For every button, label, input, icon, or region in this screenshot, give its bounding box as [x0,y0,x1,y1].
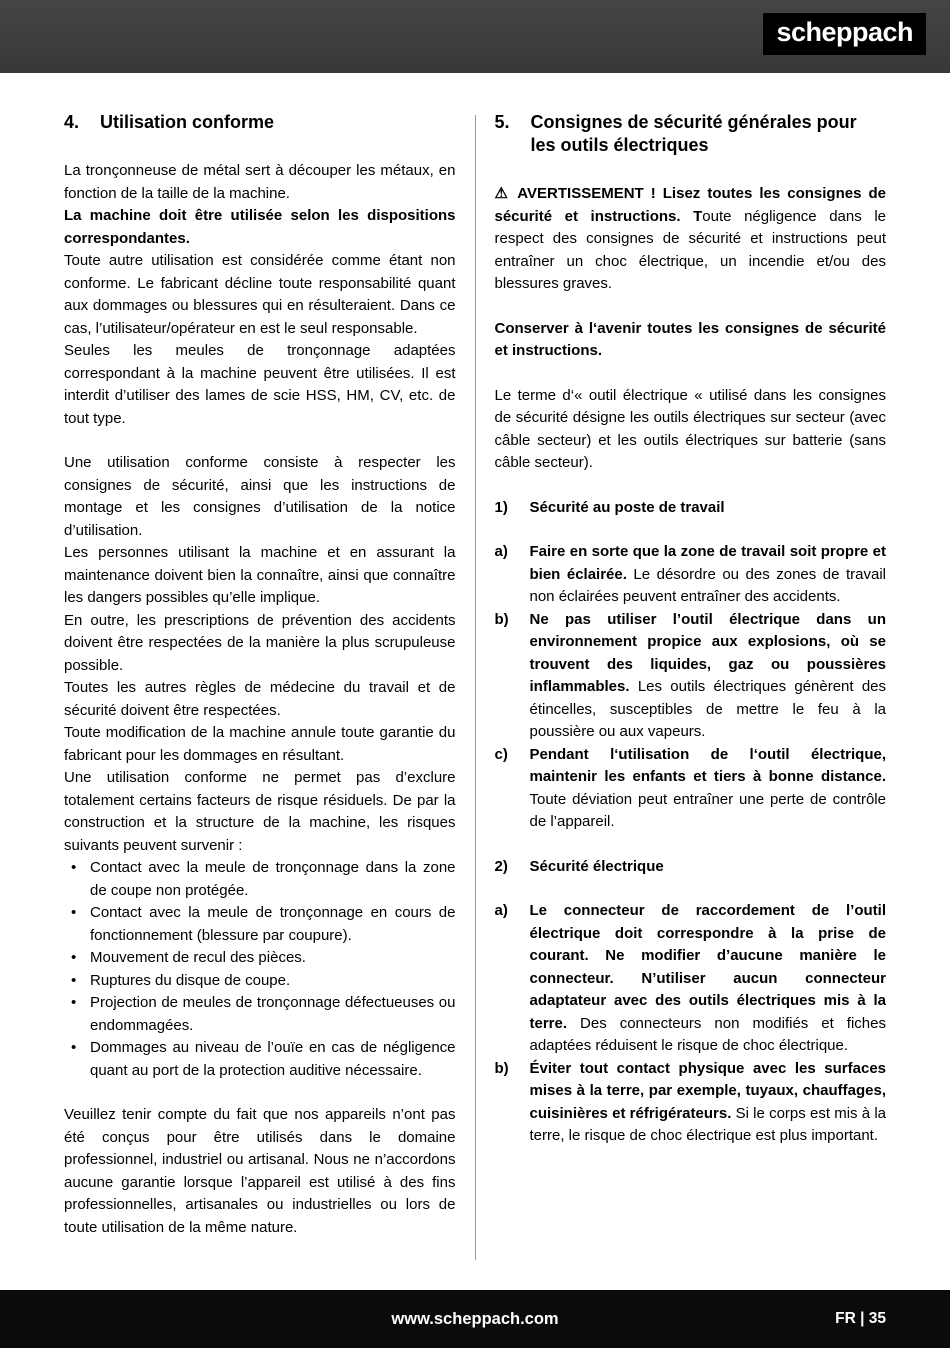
footer-url: www.scheppach.com [391,1309,559,1328]
paragraph [495,385,887,475]
numbered-subheading [495,497,887,520]
text-run: Une utilisation conforme ne permet pas d’exclure totalement certains facteurs de risque résiduels. De par la construction et la structure de la machine, les risques suivants peuvent survenir : [64,769,456,854]
bold-text-run: ⚠ AVERTISSEMENT ! Lisez toutes les consignes de sécurité et instructions. T [494,185,886,225]
item-text [90,904,456,944]
item-text [530,858,664,875]
bold-text-run: Conserver à l‘avenir toutes les consignes de sécurité et instructions. [494,319,886,359]
item-text [530,1060,887,1145]
item-text [530,611,887,741]
bullet-item [64,902,456,947]
list-marker: • [71,994,77,1011]
page-content [0,73,950,1290]
bullet-item [64,992,456,1037]
bullet-item [64,970,456,993]
paragraph [64,452,456,542]
header-bar [0,0,950,73]
right-column-text [495,183,887,1148]
item-text [530,746,887,831]
text-run: Mouvement de recul des pièces. [90,949,306,966]
paragraph [64,340,456,430]
paragraph [64,767,456,857]
bold-text-run: Pendant l‘utilisation de l‘outil électrique, maintenir les enfants et tiers à bonne distance. [529,745,886,785]
bold-text-run: La machine doit être utilisée selon les dispositions correspondantes. [64,207,456,247]
scheppach-logo [763,13,926,55]
text-run: Des connecteurs non modifiés et fiches adaptées réduisent le risque de choc électrique. [529,1014,886,1054]
text-run: La tronçonneuse de métal sert à découper les métaux, en fonction de la taille de la machine. [64,162,456,202]
list-marker: • [71,971,77,989]
right-column [495,111,887,1270]
paragraph [64,722,456,767]
item-text [530,543,887,605]
list-marker: c) [494,745,508,763]
paragraph [495,318,887,363]
section-title: Consignes de sécurité générales pour les outils électriques [530,112,857,155]
item-text [530,902,887,1054]
lettered-item [495,744,887,834]
bullet-item [64,947,456,970]
bold-text-run: Ne pas utiliser l’outil électrique dans un environnement propice aux explosions, où se trouvent des liquides, gaz ou poussières inflammables. [529,610,886,695]
text-run: Toute autre utilisation est considérée comme étant non conforme. Le fabricant décline toute responsabilité quant aux dommages ou blessures qui en résulteraient. Dans ce cas, l’utilisateur/opérateur en est le seul responsable. [64,252,456,337]
list-marker: b) [494,610,509,628]
item-text [90,859,456,899]
item-text [90,1039,456,1079]
numbered-subheading [495,856,887,879]
text-run: Toutes les autres règles de médecine du travail et de sécurité doivent être respectées. [64,679,456,719]
section-5-heading [495,111,887,157]
list-marker: • [71,949,77,966]
bold-text-run: Sécurité électrique [529,857,664,875]
text-run: Veuillez tenir compte du fait que nos appareils n’ont pas été conçus pour être utilisés dans le domaine professionnel, industriel ou artisanal. Nous ne n’accordons aucune garantie lorsque l’appareil est utilisé à des fins professionnelles, artisanales ou industrielles ou lors de toute utilisation de la même nature. [64,1106,456,1236]
section-number: 5. [494,112,510,132]
text-run: Dommages au niveau de l’ouïe en cas de négligence quant au port de la protection auditive nécessaire. [90,1039,456,1079]
text-run: En outre, les prescriptions de prévention des accidents doivent être respectées de la manière la plus scrupuleuse possible. [64,611,456,674]
list-marker: 2) [494,857,508,875]
text-run: Ruptures du disque de coupe. [90,971,291,989]
text-run: Seules les meules de tronçonnage adaptées correspondant à la machine peuvent être utilisées. Il est interdit d’utiliser des lames de scie HSS, HM, CV, etc. de tout type. [64,342,456,427]
list-marker: • [71,859,77,876]
item-text [90,972,290,989]
text-run: Le terme d‘« outil électrique « utilisé dans les consignes de sécurité désigne les outils électriques sur secteur (avec câble secteur) et les outils électriques sur batterie (sans câble secteur). [494,386,886,471]
text-run: Les outils électriques génèrent des étincelles, susceptibles de mettre le feu à la poussière ou aux vapeurs. [529,678,887,740]
paragraph [64,205,456,250]
bold-text-run: Le connecteur de raccordement de l’outil électrique doit correspondre à la prise de courant. Ne modifier d’aucune manière le connecteur. N’utiliser aucun connecteur adaptateur avec des outils électriques mis à la terre. [529,902,886,1032]
bold-text-run: Éviter tout contact physique avec les surfaces mises à la terre, par exemple, tuyaux, chauffages, cuisinières et réfrigérateurs. [529,1059,886,1122]
text-run: Contact avec la meule de tronçonnage en cours de fonctionnement (blessure par coupure). [90,904,456,944]
paragraph [64,677,456,722]
list-marker: a) [494,543,508,560]
footer-page-number: FR | 35 [835,1310,886,1327]
list-marker: • [71,904,77,921]
left-column [64,111,456,1270]
paragraph [64,610,456,678]
left-column-text [64,160,456,1239]
logo-text: scheppach [776,17,913,47]
section-title: Utilisation conforme [100,112,275,132]
text-run: Si le corps est mis à la terre, le risque de choc électrique est plus important. [529,1104,886,1144]
text-run: Projection de meules de tronçonnage défectueuses ou endommagées. [90,994,456,1034]
text-run: Les personnes utilisant la machine et en assurant la maintenance doivent bien la connaître, ainsi que connaître les dangers possibles qu’elle implique. [64,544,456,606]
lettered-item [495,541,887,609]
lettered-item [495,609,887,744]
footer-bar [0,1290,950,1348]
paragraph [64,542,456,610]
text-run: Toute modification de la machine annule toute garantie du fabricant pour les dommages en résultant. [64,724,456,764]
list-marker: b) [494,1059,509,1077]
text-run: Le désordre ou des zones de travail non éclairées peuvent entraîner des accidents. [529,565,886,605]
paragraph [64,1104,456,1239]
paragraph [495,183,887,296]
text-run: Toute déviation peut entraîner une perte de contrôle de l’appareil. [529,790,886,830]
bold-text-run: Faire en sorte que la zone de travail soit propre et bien éclairée. [529,543,886,583]
item-text [90,994,456,1034]
list-marker: • [71,1039,77,1056]
lettered-item [495,1058,887,1148]
paragraph [64,250,456,340]
section-4-heading [64,111,456,134]
list-marker: a) [494,902,508,919]
section-number: 4. [64,112,80,132]
bullet-item [64,1037,456,1082]
column-divider [475,115,476,1260]
bullet-item [64,857,456,902]
text-run: Contact avec la meule de tronçonnage dans la zone de coupe non protégée. [90,859,456,899]
text-run: Une utilisation conforme consiste à respecter les consignes de sécurité, ainsi que les instructions de montage et les consignes d’utilisation de la notice d’utilisation. [64,454,456,539]
item-text [90,949,306,966]
lettered-item [495,900,887,1058]
item-text [530,499,725,516]
text-run: oute négligence dans le respect des consignes de sécurité et instructions peut entraîner un choc électrique, un incendie et/ou des blessures graves. [494,207,886,292]
paragraph [64,160,456,205]
list-marker: 1) [494,498,508,516]
bold-text-run: Sécurité au poste de travail [529,498,725,516]
